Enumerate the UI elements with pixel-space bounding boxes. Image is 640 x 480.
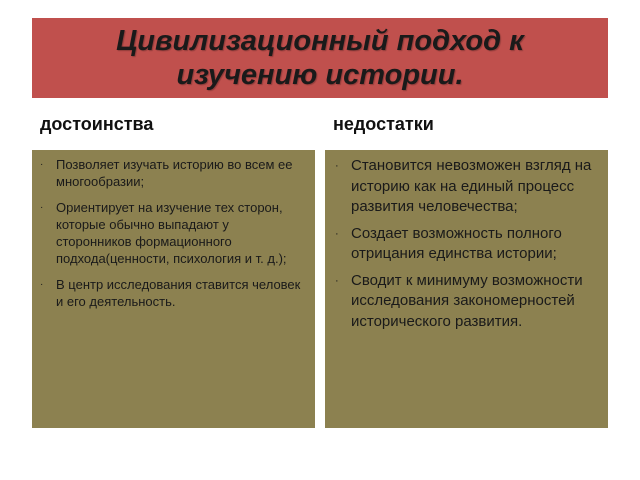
disadvantages-panel <box>325 150 608 428</box>
bullet-icon: · <box>335 274 339 287</box>
advantages-item-text: В центр исследования ставится человек и его деятельность. <box>56 277 301 309</box>
disadvantages-item-text: Становится невозможен взгляд на историю как на единый процесс развития человечества; <box>351 157 592 215</box>
disadvantages-list <box>329 156 600 332</box>
advantages-list-item <box>36 199 307 267</box>
advantages-list-item <box>36 276 307 310</box>
advantages-item-text: Позволяет изучать историю во всем ее многообразии; <box>56 157 293 189</box>
advantages-list-item <box>36 156 307 190</box>
bullet-icon: · <box>335 160 339 172</box>
advantages-list <box>36 156 307 310</box>
advantages-panel <box>32 150 315 428</box>
disadvantages-list-item <box>329 156 600 218</box>
advantages-header: достоинства <box>40 114 154 134</box>
advantages-item-text: Ориентирует на изучение тех сторон, которые обычно выпадают у сторонников формационного подхода(ценности, психология и т. д.); <box>56 200 287 266</box>
disadvantages-item-text: Сводит к минимуму возможности исследования закономерностей исторического развития. <box>351 271 583 330</box>
disadvantages-item-text: Создает возможность полного отрицания единства истории; <box>351 224 562 262</box>
bullet-icon: · <box>335 227 339 240</box>
bullet-icon: · <box>40 202 44 213</box>
slide-title: Цивилизационный подход к изучению истории. <box>116 24 524 91</box>
disadvantages-list-item <box>329 271 600 333</box>
bullet-icon: · <box>40 159 44 170</box>
title-banner <box>32 18 608 98</box>
bullet-icon: · <box>40 279 44 290</box>
disadvantages-list-item <box>329 224 600 265</box>
disadvantages-header: недостатки <box>333 114 434 134</box>
